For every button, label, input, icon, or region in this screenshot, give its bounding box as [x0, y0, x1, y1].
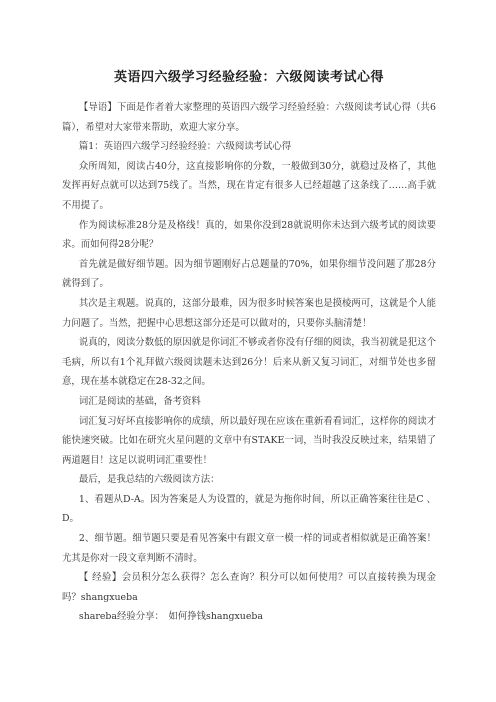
paragraph: 作为阅读标准28分是及格线！真的，如果你没到28就说明你未达到六级考试的阅读要求。而如何得28分呢？ [62, 219, 436, 251]
paragraph: 众所周知，阅读占40分，这直接影响你的分数，一般做到30分，就稳过及格了，其他发挥再好点就可以达到75线了。当然，现在肯定有很多人已经超越了这条线了……高手就不用提了。 [62, 160, 436, 211]
paragraph-note: shareba经验分享： 如何挣钱shangxueba [78, 611, 263, 623]
paragraph-note: 【 经验】会员积分怎么获得？怎么查询？积分可以如何使用？可以直接转换为现金吗？shangxueba [62, 572, 436, 603]
paragraph: 其次是主观题。说真的，这部分最难，因为很多时候答案也是摸棱两可，这就是个人能力问题了。当然，把握中心思想这部分还是可以做对的，只要你头脑清楚！ [62, 297, 436, 329]
paragraph: 最后，是我总结的六级阅读方法： [78, 474, 220, 486]
paragraph: 词汇复习好坏直接影响你的成绩，所以最好现在应该在重新看看词汇，这样你的阅读才能快速突破。比如在研究火星问题的文章中有STAKE一词，当时我没反映过来，结果错了两道题目！这足以说明词汇重要性！ [62, 415, 436, 466]
paragraph: 首先就是做好细节题。因为细节题刚好占总题量的70%，如果你细节没问题了那28分就得到了。 [62, 258, 436, 290]
paragraph: 词汇是阅读的基础，备考资料 [78, 395, 201, 407]
paragraph-intro: 【导语】下面是作者着大家整理的英语四六级学习经验经验：六级阅读考试心得（共6篇），希望对大家带来帮助，欢迎大家分享。 [62, 102, 436, 133]
paragraph-list-item: 1、看题从D-A。因为答案是人为设置的，就是为拖你时间，所以正确答案往往是C 、D。 [62, 493, 436, 525]
paragraph-list-item: 2、细节题。细节题只要是看见答案中有跟文章一模一样的词或者相似就是正确答案！尤其是你对一段文章判断不清时。 [62, 533, 436, 564]
document-title: 英语四六级学习经验经验：六级阅读考试心得 [113, 70, 384, 85]
paragraph: 说真的，阅读分数低的原因就是你词汇不够或者你没有仔细的阅读，我当初就是犯这个毛病，所以有1个礼拜做六级阅读题未达到26分！后来从新又复习词汇，对细节处也多留意，现在基本就稳定在28-32之间。 [62, 337, 436, 388]
document-body [62, 98, 436, 627]
paragraph-section-heading: 篇1：英语四六级学习经验经验：六级阅读考试心得 [78, 141, 292, 153]
